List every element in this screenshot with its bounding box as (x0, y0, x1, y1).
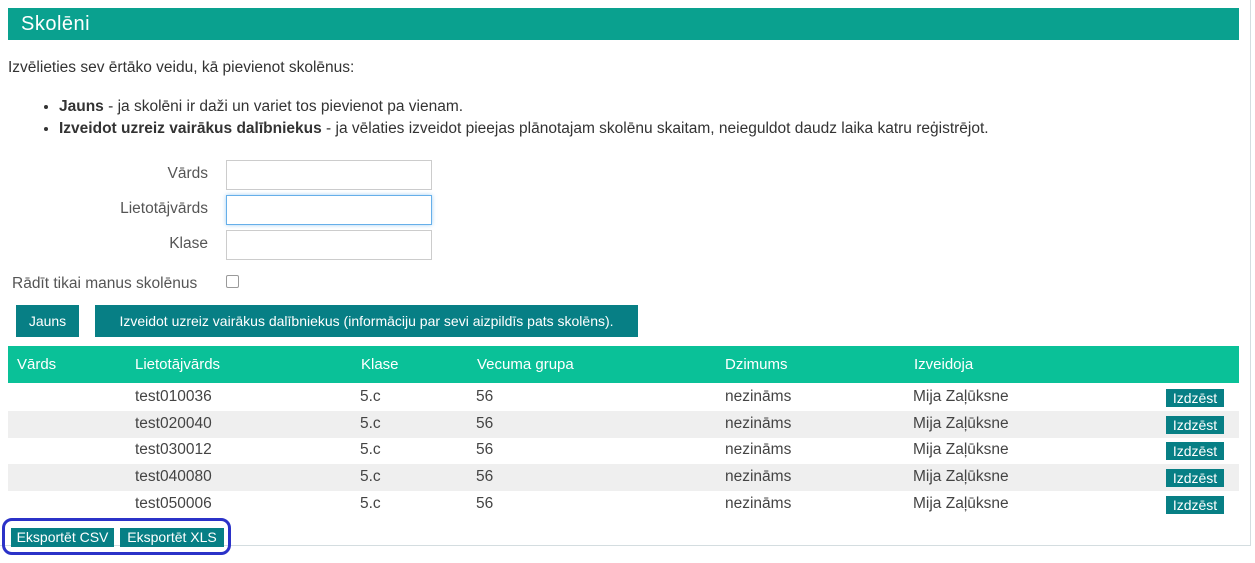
export-csv-button[interactable]: Eksportēt CSV (11, 528, 114, 547)
delete-button[interactable]: Izdzēst (1166, 389, 1224, 407)
instruction-bulk-text: - ja vēlaties izveidot pieejas plānotajam skolēnu skaitam, neieguldot daudz laika katru reģistrējot. (321, 120, 989, 137)
column-header-class[interactable]: Klase (361, 356, 399, 373)
cell-gender: nezināms (725, 495, 792, 512)
cell-created-by: Mija Zaļūksne (913, 468, 1009, 485)
username-label: Lietotājvārds (120, 200, 208, 217)
column-header-gender[interactable]: Dzimums (725, 356, 788, 373)
page-title: Skolēni (8, 8, 1239, 40)
cell-age-group: 56 (476, 495, 494, 512)
table-row (8, 411, 1239, 438)
cell-created-by: Mija Zaļūksne (913, 441, 1009, 458)
cell-username: test040080 (135, 468, 212, 485)
cell-created-by: Mija Zaļūksne (913, 495, 1009, 512)
intro-text: Izvēlieties sev ērtāko veidu, kā pievienot skolēnus: (8, 59, 355, 76)
only-mine-checkbox[interactable] (226, 275, 239, 288)
table-row (8, 464, 1239, 491)
instructions-list (39, 96, 989, 140)
bulk-create-button[interactable]: Izveidot uzreiz vairākus dalībniekus (informāciju par sevi aizpildīs pats skolēns). (95, 305, 638, 337)
export-xls-button[interactable]: Eksportēt XLS (120, 528, 224, 547)
instruction-new-title: Jauns (59, 98, 104, 115)
cell-gender: nezināms (725, 441, 792, 458)
cell-created-by: Mija Zaļūksne (913, 415, 1009, 432)
table-row (8, 491, 1239, 518)
cell-class: 5.c (360, 388, 381, 405)
cell-class: 5.c (360, 441, 381, 458)
table-row (8, 437, 1239, 464)
name-label: Vārds (167, 165, 208, 182)
column-header-name[interactable]: Vārds (17, 356, 57, 373)
cell-age-group: 56 (476, 468, 494, 485)
class-label: Klase (169, 235, 208, 252)
instruction-item-bulk (59, 118, 989, 140)
cell-age-group: 56 (476, 441, 494, 458)
cell-username: test050006 (135, 495, 212, 512)
cell-class: 5.c (360, 415, 381, 432)
cell-gender: nezināms (725, 415, 792, 432)
instruction-new-text: - ja skolēni ir daži un variet tos pievienot pa vienam. (103, 98, 464, 115)
only-mine-label: Rādīt tikai manus skolēnus (12, 275, 198, 292)
students-table-header (8, 346, 1239, 383)
delete-button[interactable]: Izdzēst (1166, 416, 1224, 434)
export-buttons-group (2, 518, 231, 555)
instruction-bulk-title: Izveidot uzreiz vairākus dalībniekus (59, 120, 322, 137)
cell-class: 5.c (360, 495, 381, 512)
cell-username: test020040 (135, 415, 212, 432)
cell-age-group: 56 (476, 388, 494, 405)
cell-age-group: 56 (476, 415, 494, 432)
column-header-created-by[interactable]: Izveidoja (914, 356, 974, 373)
cell-created-by: Mija Zaļūksne (913, 388, 1009, 405)
delete-button[interactable]: Izdzēst (1166, 469, 1224, 487)
username-field[interactable] (226, 195, 432, 225)
instruction-item-new (59, 96, 989, 118)
cell-class: 5.c (360, 468, 381, 485)
delete-button[interactable]: Izdzēst (1166, 442, 1224, 460)
table-row (8, 384, 1239, 411)
delete-button[interactable]: Izdzēst (1166, 496, 1224, 514)
column-header-age-group[interactable]: Vecuma grupa (477, 356, 574, 373)
cell-username: test030012 (135, 441, 212, 458)
cell-gender: nezināms (725, 468, 792, 485)
cell-gender: nezināms (725, 388, 792, 405)
name-field[interactable] (226, 160, 432, 190)
class-field[interactable] (226, 230, 432, 260)
column-header-username[interactable]: Lietotājvārds (135, 356, 221, 373)
new-student-button[interactable]: Jauns (16, 305, 79, 337)
cell-username: test010036 (135, 388, 212, 405)
